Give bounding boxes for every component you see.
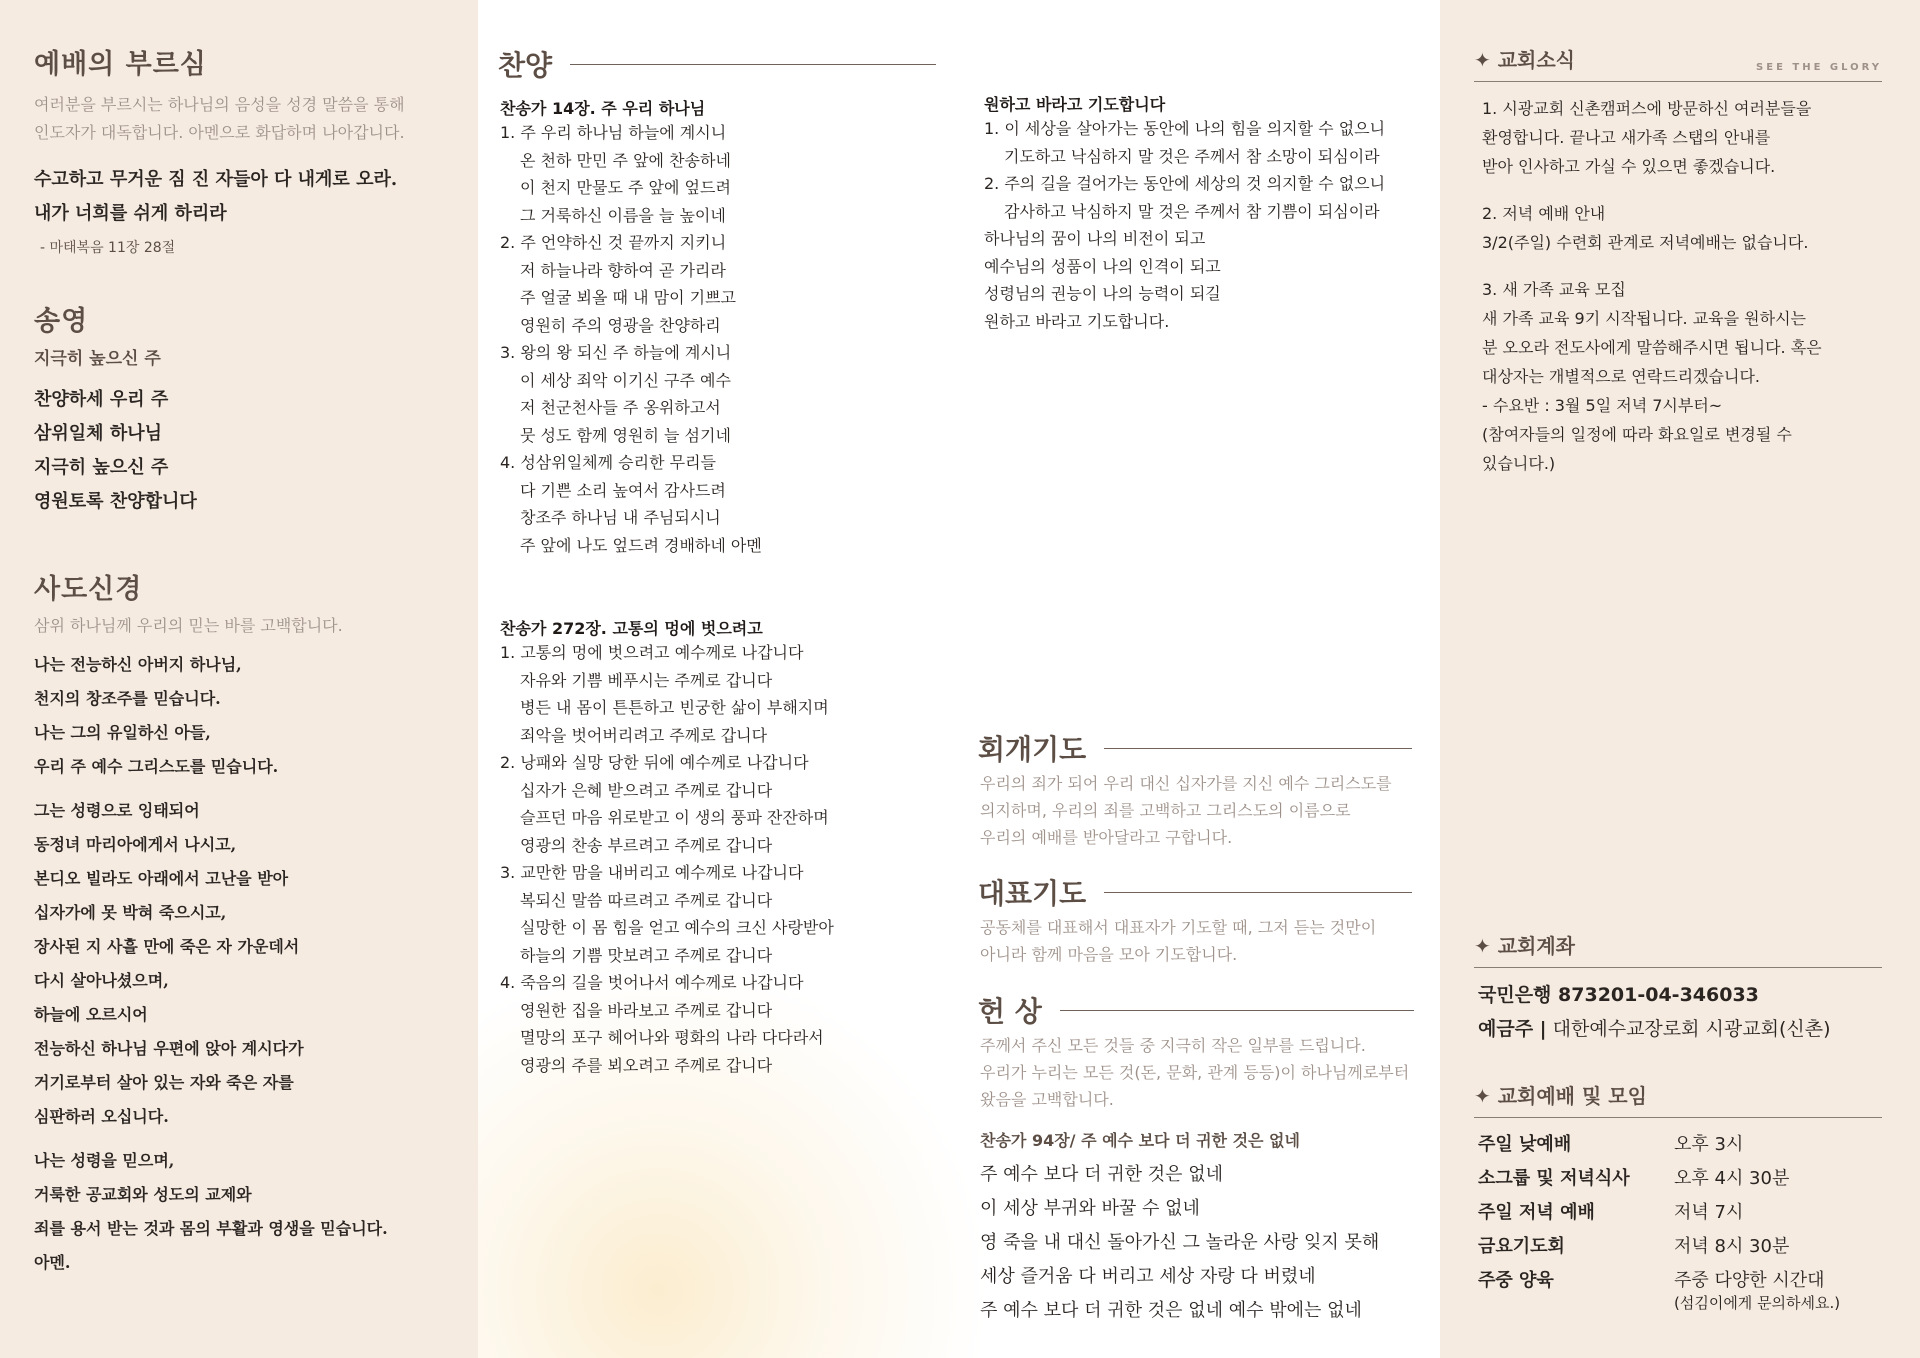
lyric-line: 영원히 주의 영광을 찬양하리: [520, 315, 721, 335]
schedule-label: 주일 저녁 예배: [1478, 1202, 1595, 1223]
description-line: 주께서 주신 모든 것들 중 지극히 작은 일부를 드립니다.: [980, 1036, 1366, 1055]
bank-account: 국민은행 873201-04-346033: [1478, 984, 1759, 1006]
news-line: 분 오오라 전도사에게 말씀해주시면 됩니다. 혹은: [1482, 338, 1822, 357]
lyric-line: 기도하고 낙심하지 말 것은 주께서 참 소망이 되심이라: [1004, 146, 1380, 166]
lyric-line: 하늘의 기쁨 맛보려고 주께로 갑니다: [520, 945, 773, 965]
rep-prayer-title: 대표기도: [978, 877, 1087, 910]
description-line: 우리의 죄가 되어 우리 대신 십자가를 지신 예수 그리스도를: [980, 774, 1392, 793]
news-line: 2. 저녁 예배 안내: [1482, 204, 1606, 223]
news-item: [1482, 94, 1882, 181]
heading-rule: [570, 64, 936, 65]
news-line: 환영합니다. 끝나고 새가족 스탭의 안내를: [1482, 128, 1771, 147]
song-lyrics: [984, 115, 1385, 335]
schedule-table: [1478, 1128, 1878, 1313]
worship-call-title: 예배의 부르심: [34, 49, 207, 80]
lyric-line: 십자가 은혜 받으려고 주께로 갑니다: [520, 780, 773, 800]
holder-label: 예금주 |: [1478, 1018, 1547, 1040]
rep-prayer-description: [980, 914, 1376, 968]
repent-description: [980, 770, 1392, 851]
worship-call-section: [34, 42, 448, 257]
hymn-title: 찬송가 14장. 주 우리 하나님: [500, 99, 706, 118]
lyric-line: 1. 주 우리 하나님 하늘에 계시니: [500, 123, 727, 142]
lyric-line: 영광의 주를 뵈오려고 주께로 갑니다: [520, 1055, 773, 1075]
heading-rule: [1060, 1010, 1414, 1011]
schedule-label: 주중 양육: [1478, 1270, 1554, 1291]
description-line: 우리가 누리는 모든 것(돈, 문화, 관계 등등)이 하나님께로부터: [980, 1063, 1410, 1082]
lyric-line: 이 세상 죄악 이기신 구주 예수: [520, 370, 731, 390]
news-line: 새 가족 교육 9기 시작됩니다. 교육을 원하시는: [1482, 309, 1806, 328]
schedule-row: [1478, 1230, 1878, 1264]
lyric-line: 삼위일체 하나님: [34, 423, 162, 444]
news-line: (참여자들의 일정에 따라 화요일로 변경될 수: [1482, 425, 1792, 444]
song-prayer-wish: [984, 92, 1385, 335]
hymn-lyrics: [500, 119, 762, 559]
news-item: [1482, 275, 1882, 478]
creed-paragraph-1: [34, 648, 448, 784]
repent-title: 회개기도: [978, 733, 1087, 766]
lyric-line: 복되신 말씀 따르려고 주께로 갑니다: [520, 890, 773, 910]
news-line: 받아 인사하고 가실 수 있으면 좋겠습니다.: [1482, 157, 1776, 176]
doxology-lyrics: [34, 383, 448, 519]
offering-hymn-title: 찬송가 94장/ 주 예수 보다 더 귀한 것은 없네: [980, 1131, 1300, 1150]
lyric-line: 지극히 높으신 주: [34, 457, 169, 478]
lyric-line: 그 거룩하신 이름을 늘 높이네: [520, 205, 726, 225]
creed-paragraph-3: [34, 1144, 448, 1280]
offering-description: [980, 1032, 1409, 1113]
account-heading: [1474, 930, 1882, 968]
lyric-line: 3. 교만한 맘을 내버리고 예수께로 나갑니다: [500, 863, 804, 882]
creed-line: 심판하러 오십니다.: [34, 1107, 169, 1126]
creed-line: 우리 주 예수 그리스도를 믿습니다.: [34, 757, 279, 776]
lyric-line: 이 세상 부귀와 바꿀 수 없네: [980, 1198, 1200, 1219]
schedule-title: ✦ 교회예배 및 모임: [1474, 1084, 1647, 1108]
lyric-line: 감사하고 낙심하지 말 것은 주께서 참 기쁨이 되심이라: [1004, 201, 1380, 221]
lyric-line: 세상 즐거움 다 버리고 세상 자랑 다 버렸네: [980, 1266, 1316, 1287]
lyric-line: 2. 낭패와 실망 당한 뒤에 예수께로 나갑니다: [500, 753, 809, 772]
verse-line: 수고하고 무거운 짐 진 자들아 다 내게로 오라.: [34, 169, 398, 190]
schedule-row: [1478, 1196, 1878, 1230]
creed-line: 전능하신 하나님 우편에 앉아 계시다가: [34, 1039, 304, 1058]
lyric-line: 주 예수 보다 더 귀한 것은 없네 예수 밖에는 없네: [980, 1300, 1362, 1321]
creed-title: 사도신경: [34, 574, 143, 605]
lyric-line: 1. 이 세상을 살아가는 동안에 나의 힘을 의지할 수 없으니: [984, 119, 1386, 138]
lyric-line: 영원토록 찬양합니다: [34, 491, 197, 512]
creed-paragraph-2: [34, 794, 448, 1134]
schedule-time: 오후 3시: [1674, 1134, 1744, 1155]
doxology-subtitle: 지극히 높으신 주: [34, 349, 161, 369]
offering-heading: [978, 990, 1414, 1030]
lyric-line: 주 얼굴 뵈올 때 내 맘이 기쁘고: [520, 288, 736, 307]
news-line: 3. 새 가족 교육 모집: [1482, 280, 1626, 299]
creed-line: 장사된 지 사흘 만에 죽은 자 가운데서: [34, 937, 300, 956]
lyric-line: 실망한 이 몸 힘을 얻고 예수의 크신 사랑받아: [520, 918, 834, 937]
account-info: [1478, 978, 1831, 1046]
lyric-line: 3. 왕의 왕 되신 주 하늘에 계시니: [500, 343, 732, 362]
description-line: 의지하며, 우리의 죄를 고백하고 그리스도의 이름으로: [980, 801, 1351, 820]
hymn-14: [500, 96, 762, 559]
creed-line: 죄를 용서 받는 것과 몸의 부활과 영생을 믿습니다.: [34, 1219, 388, 1238]
offering-title: 헌 상: [978, 995, 1042, 1028]
lyric-line: 주 예수 보다 더 귀한 것은 없네: [980, 1164, 1223, 1185]
schedule-label: 금요기도회: [1478, 1236, 1565, 1257]
schedule-label: 주일 낮예배: [1478, 1134, 1572, 1155]
account-title: ✦ 교회계좌: [1474, 934, 1576, 958]
news-line: - 수요반 : 3월 5일 저녁 7시부터~: [1482, 396, 1723, 415]
hymn-272: [500, 616, 834, 1079]
doxology-title: 송영: [34, 306, 89, 337]
scripture-reference: - 마태복음 11장 28절: [40, 240, 176, 256]
lyric-line: 저 하늘나라 향하여 곧 가리라: [520, 260, 726, 280]
lyric-line: 창조주 하나님 내 주님되시니: [520, 508, 721, 527]
creed-line: 하늘에 오르시어: [34, 1005, 148, 1024]
lyric-line: 4. 성삼위일체께 승리한 무리들: [500, 453, 716, 472]
schedule-row: [1478, 1162, 1878, 1196]
lyric-line: 주 앞에 나도 엎드려 경배하네 아멘: [520, 535, 762, 555]
heading-rule: [1104, 748, 1412, 749]
holder-name: 대한예수교장로회 시광교회(신촌): [1546, 1018, 1831, 1040]
lyric-line: 하나님의 꿈이 나의 비전이 되고: [984, 229, 1206, 248]
lyric-line: 뭇 성도 함께 영원히 늘 섬기네: [520, 425, 731, 445]
lyric-line: 예수님의 성품이 나의 인격이 되고: [984, 256, 1221, 276]
news-line: 1. 시광교회 신촌캠퍼스에 방문하신 여러분들을: [1482, 99, 1812, 118]
lyric-line: 죄악을 벗어버리려고 주께로 갑니다: [520, 725, 768, 745]
creed-line: 거룩한 공교회와 성도의 교제와: [34, 1185, 252, 1204]
hymn-title: 찬송가 272장. 고통의 멍에 벗으려고: [500, 619, 763, 638]
repent-heading: [978, 728, 1412, 768]
creed-line: 동정녀 마리아에게서 나시고,: [34, 835, 237, 854]
offering-hymn-lyrics: [980, 1158, 1379, 1328]
news-line: 대상자는 개별적으로 연락드리겠습니다.: [1482, 367, 1761, 386]
description-line: 공동체를 대표해서 대표자가 기도할 때, 그저 듣는 것만이: [980, 918, 1377, 937]
creed-line: 나는 그의 유일하신 아들,: [34, 723, 211, 742]
see-the-glory-tag: SEE THE GLORY: [1756, 62, 1882, 73]
creed-section: [34, 567, 448, 1280]
creed-line: 그는 성령으로 잉태되어: [34, 801, 200, 820]
schedule-time: 오후 4시 30분: [1674, 1168, 1790, 1189]
news-heading: [1474, 44, 1882, 82]
schedule-label: 소그룹 및 저녁식사: [1478, 1168, 1630, 1189]
hymn-lyrics: [500, 639, 834, 1079]
lyric-line: 영 죽을 내 대신 돌아가신 그 놀라운 사랑 잊지 못해: [980, 1232, 1380, 1253]
lyric-line: 영광의 찬송 부르려고 주께로 갑니다: [520, 835, 773, 855]
lyric-line: 성령님의 권능이 나의 능력이 되길: [984, 284, 1221, 303]
lyric-line: 2. 주의 길을 걸어가는 동안에 세상의 것 의지할 수 없으니: [984, 174, 1386, 193]
schedule-heading: [1474, 1080, 1882, 1118]
description-line: 인도자가 대독합니다. 아멘으로 화답하며 나아갑니다.: [34, 123, 405, 142]
creed-line: 아멘.: [34, 1253, 71, 1272]
lyric-line: 2. 주 언약하신 것 끝까지 지키니: [500, 233, 727, 252]
lyric-line: 멸망의 포구 헤어나와 평화의 나라 다다라서: [520, 1028, 824, 1047]
heading-rule: [1104, 892, 1412, 893]
doxology-section: [34, 299, 448, 519]
lyric-line: 영원한 집을 바라보고 주께로 갑니다: [520, 1000, 773, 1020]
news-line: 있습니다.): [1482, 454, 1556, 473]
song-title: 원하고 바라고 기도합니다: [984, 95, 1166, 114]
lyric-line: 원하고 바라고 기도합니다.: [984, 311, 1170, 331]
lyric-line: 찬양하세 우리 주: [34, 389, 169, 410]
schedule-time: 저녁 8시 30분: [1674, 1236, 1790, 1257]
description-line: 아니라 함께 마음을 모아 기도합니다.: [980, 945, 1238, 964]
scripture-verse: [34, 163, 448, 231]
news-title: ✦ 교회소식: [1474, 48, 1576, 72]
verse-line: 내가 너희를 쉬게 하리라: [34, 203, 227, 224]
creed-line: 천지의 창조주를 믿습니다.: [34, 689, 221, 708]
worship-call-description: [34, 91, 448, 147]
lyric-line: 1. 고통의 멍에 벗으려고 예수께로 나갑니다: [500, 643, 804, 662]
description-line: 여러분을 부르시는 하나님의 음성을 성경 말씀을 통해: [34, 95, 405, 114]
praise-title: 찬양: [498, 49, 553, 82]
creed-line: 나는 성령을 믿으며,: [34, 1151, 175, 1170]
creed-line: 본디오 빌라도 아래에서 고난을 받아: [34, 869, 289, 888]
news-body: [1482, 94, 1882, 496]
schedule-row: [1478, 1128, 1878, 1162]
description-line: 우리의 예배를 받아달라고 구합니다.: [980, 828, 1233, 847]
lyric-line: 슬프던 마음 위로받고 이 생의 풍파 잔잔하며: [520, 808, 829, 827]
rep-prayer-heading: [978, 872, 1412, 912]
creed-line: 나는 전능하신 아버지 하나님,: [34, 655, 242, 674]
description-line: 왔음을 고백합니다.: [980, 1090, 1114, 1109]
schedule-time: 주중 다양한 시간대: [1674, 1270, 1825, 1291]
creed-line: 십자가에 못 박혀 죽으시고,: [34, 903, 227, 922]
lyric-line: 이 천지 만물도 주 앞에 엎드려: [520, 178, 731, 197]
left-column: [0, 0, 478, 1358]
lyric-line: 병든 내 몸이 튼튼하고 빈궁한 삶이 부해지며: [520, 698, 829, 717]
creed-line: 다시 살아나셨으며,: [34, 971, 169, 990]
schedule-note: (섬김이에게 문의하세요.): [1674, 1294, 1841, 1312]
news-line: 3/2(주일) 수련회 관계로 저녁예배는 없습니다.: [1482, 233, 1809, 252]
account-holder: [1478, 1012, 1831, 1046]
creed-line: 거기로부터 살아 있는 자와 죽은 자를: [34, 1073, 294, 1092]
lyric-line: 다 기쁜 소리 높여서 감사드려: [520, 480, 726, 500]
lyric-line: 온 천하 만민 주 앞에 찬송하네: [520, 150, 731, 170]
news-item: [1482, 199, 1882, 257]
lyric-line: 4. 죽음의 길을 벗어나서 예수께로 나갑니다: [500, 973, 804, 992]
creed-description: 삼위 하나님께 우리의 믿는 바를 고백합니다.: [34, 616, 343, 635]
schedule-time: 저녁 7시: [1674, 1202, 1744, 1223]
lyric-line: 자유와 기쁨 베푸시는 주께로 갑니다: [520, 670, 773, 690]
praise-heading: [498, 44, 936, 84]
lyric-line: 저 천군천사들 주 옹위하고서: [520, 398, 721, 417]
